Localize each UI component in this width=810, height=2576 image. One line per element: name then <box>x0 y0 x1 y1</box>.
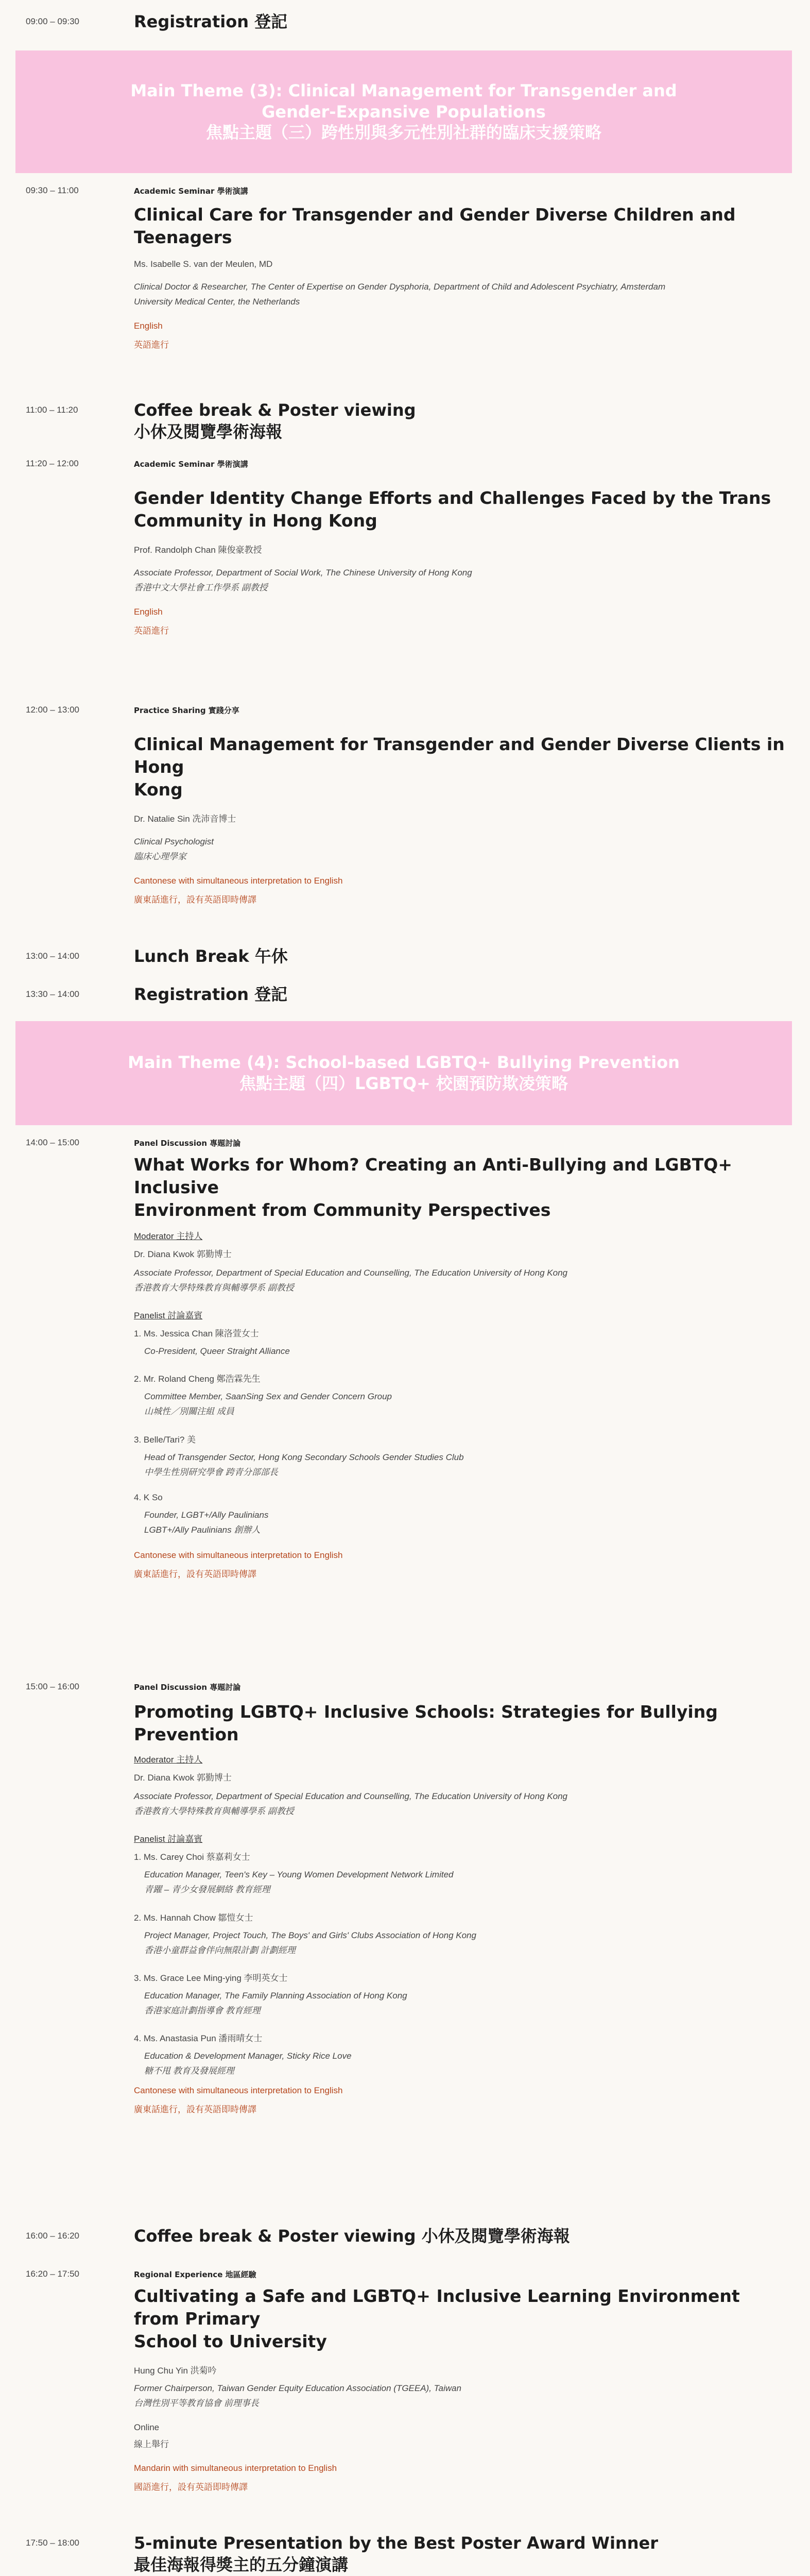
moderator-name: Dr. Diana Kwok 郭勤博士 <box>134 1772 232 1783</box>
panelist-name: 2. Ms. Hannah Chow 鄒愷女士 <box>134 1912 253 1923</box>
speaker-affiliation-chinese: 香港中文大學社會工作學系 副教授 <box>134 582 268 592</box>
moderator-affiliation-chinese: 香港教育大學特殊教育與輔導學系 副教授 <box>134 1282 294 1293</box>
moderator-heading: Moderator 主持人 <box>134 1231 203 1241</box>
session-coffee-break-afternoon <box>0 2226 810 2247</box>
panelist-affiliation: Project Manager, Project Touch, The Boys' and Girls' Clubs Association of Hong Kong <box>144 1930 476 1940</box>
moderator-affiliation: Associate Professor, Department of Special Education and Counselling, The Education University of Hong Kong <box>134 1267 567 1278</box>
session-time: 13:00 – 14:00 <box>26 951 79 961</box>
panelist-affiliation: Head of Transgender Sector, Hong Kong Secondary Schools Gender Studies Club <box>144 1452 464 1462</box>
panelist-affiliation-chinese: 青躍 – 青少女發展網絡 教育經理 <box>144 1885 270 1895</box>
panelist-affiliation-chinese: 中學生性別研究學會 跨青分部部長 <box>144 1467 278 1477</box>
panelist-affiliation: Education & Development Manager, Sticky Rice Love <box>144 2051 352 2061</box>
session-time: 11:20 – 12:00 <box>26 459 79 468</box>
speaker-affiliation-chinese: 台灣性別平等教育協會 前理事長 <box>134 2398 259 2408</box>
session-title-chinese: 最佳海報得獎主的五分鐘演講 <box>134 2554 349 2574</box>
session-title: Registration 登記 <box>134 985 288 1004</box>
session-language-chinese: 國語進行，設有英語即時傳譯 <box>134 2482 248 2492</box>
panelist-affiliation-chinese: LGBT+/Ally Paulinians 創辦人 <box>144 1525 261 1535</box>
session-regional-experience <box>0 2264 810 2499</box>
panelist-name: 2. Mr. Roland Cheng 鄭浩霖先生 <box>134 1374 261 1384</box>
panelist-affiliation-chinese: 糖不甩 教育及發展經理 <box>144 2066 234 2076</box>
session-panel-inclusive-schools <box>0 1676 810 2121</box>
session-category: Panel Discussion 專題討論 <box>134 1139 241 1148</box>
session-title: Environment from Community Perspectives <box>134 1199 551 1220</box>
session-time: 14:00 – 15:00 <box>26 1138 79 1147</box>
session-language-chinese: 英語進行 <box>134 340 169 350</box>
panelist-affiliation: Education Manager, The Family Planning Association of Hong Kong <box>144 1990 407 2001</box>
panelist-name: 4. Ms. Anastasia Pun 潘雨晴女士 <box>134 2033 263 2044</box>
session-clinical-care <box>0 180 810 357</box>
speaker-affiliation-chinese: 臨床心理學家 <box>134 851 186 861</box>
speaker-affiliation: Associate Professor, Department of Social Work, The Chinese University of Hong Kong <box>134 567 472 578</box>
session-category: Academic Seminar 學術演講 <box>134 460 248 469</box>
session-time: 09:00 – 09:30 <box>26 16 79 26</box>
speaker-affiliation: Clinical Psychologist <box>134 836 214 846</box>
moderator-affiliation: Associate Professor, Department of Special Education and Counselling, The Education University of Hong Kong <box>134 1791 567 1801</box>
session-language: Cantonese with simultaneous interpretation to English <box>134 1550 343 1561</box>
session-language: English <box>134 607 163 617</box>
panelist-affiliation: Co-President, Queer Straight Alliance <box>144 1346 290 1356</box>
panelist-item <box>134 1432 789 1479</box>
session-title: Promoting LGBTQ+ Inclusive Schools: Strategies for Bullying Prevention <box>134 1702 718 1744</box>
session-time: 16:00 – 16:20 <box>26 2231 79 2241</box>
session-language: Cantonese with simultaneous interpretation to English <box>134 876 343 886</box>
panelist-name: 1. Ms. Jessica Chan 陳洛萱女士 <box>134 1329 259 1338</box>
session-title: School to University <box>134 2331 327 2351</box>
session-registration-afternoon <box>0 984 810 1006</box>
panelist-affiliation: Committee Member, SaanSing Sex and Gender Concern Group <box>144 1392 392 1402</box>
speaker-name: Ms. Isabelle S. van der Meulen, MD <box>134 259 273 269</box>
session-title: Kong <box>134 779 183 800</box>
session-registration-morning <box>0 11 810 33</box>
panelist-affiliation-chinese: 山城性／別關注組 成員 <box>144 1406 234 1417</box>
panelist-item <box>134 1493 789 1537</box>
moderator-affiliation-chinese: 香港教育大學特殊教育與輔導學系 副教授 <box>134 1806 294 1816</box>
session-category: Practice Sharing 實踐分享 <box>134 706 239 715</box>
panelist-item <box>134 1971 789 2018</box>
session-title: Cultivating a Safe and LGBTQ+ Inclusive Learning Environment from Primary <box>134 2286 740 2329</box>
session-time: 13:30 – 14:00 <box>26 989 79 999</box>
session-title: Community in Hong Kong <box>134 510 377 531</box>
theme-title-line: Gender-Expansive Populations <box>262 101 546 122</box>
speaker-name: Dr. Natalie Sin 冼沛音博士 <box>134 814 236 824</box>
theme-banner-3 <box>15 50 792 173</box>
session-language-chinese: 英語進行 <box>134 626 169 636</box>
session-title: What Works for Whom? Creating an Anti-Bullying and LGBTQ+ Inclusive <box>134 1155 732 1197</box>
session-lunch <box>0 946 810 968</box>
speaker-affiliation: University Medical Center, the Netherlands <box>134 296 300 307</box>
panelist-affiliation: Education Manager, Teen's Key – Young Women Development Network Limited <box>144 1870 454 1880</box>
session-category: Regional Experience 地區經驗 <box>134 2270 256 2279</box>
session-coffee-break-morning <box>0 400 810 443</box>
session-time: 17:50 – 18:00 <box>26 2538 79 2548</box>
session-title: Clinical Care for Transgender and Gender Diverse Children and Teenagers <box>134 205 736 247</box>
panelist-affiliation-chinese: 香港小童群益會伴向無限計劃 計劃經理 <box>144 1945 296 1955</box>
theme-title-line: Main Theme (3): Clinical Management for Transgender and <box>130 80 677 100</box>
session-language: English <box>134 321 163 331</box>
session-title: Gender Identity Change Efforts and Challenges Faced by the Trans <box>134 488 771 508</box>
theme-title-chinese: 焦點主題（四）LGBTQ+ 校園預防欺凌策略 <box>239 1074 568 1093</box>
speaker-affiliation: Former Chairperson, Taiwan Gender Equity Education Association (TGEEA), Taiwan <box>134 2383 461 2393</box>
moderator-heading: Moderator 主持人 <box>134 1754 203 1765</box>
session-language-chinese: 廣東話進行，設有英語即時傳譯 <box>134 1569 256 1580</box>
panelist-name: 3. Ms. Grace Lee Ming-ying 李明英女士 <box>134 1973 288 1983</box>
session-language: Cantonese with simultaneous interpretation to English <box>134 2085 343 2095</box>
theme-banner-4 <box>15 1021 792 1125</box>
session-language: Mandarin with simultaneous interpretation to English <box>134 2463 337 2473</box>
session-language-chinese: 廣東話進行，設有英語即時傳譯 <box>134 2104 256 2114</box>
theme-title-line: Main Theme (4): School-based LGBTQ+ Bullying Prevention <box>128 1053 680 1073</box>
session-title: Coffee break & Poster viewing <box>134 400 416 420</box>
panelist-name: 3. Belle/Tari? 美 <box>134 1434 196 1445</box>
panelist-heading: Panelist 討論嘉賓 <box>134 1834 203 1844</box>
panelist-affiliation: Founder, LGBT+/Ally Paulinians <box>144 1510 269 1520</box>
session-panel-what-works <box>0 1132 810 1586</box>
session-clinical-management <box>0 700 810 911</box>
panelist-item <box>134 1910 789 1957</box>
speaker-name: Hung Chu Yin 洪菊吟 <box>134 2365 217 2376</box>
session-title: Clinical Management for Transgender and Gender Diverse Clients in Hong <box>134 734 785 777</box>
session-title: Coffee break & Poster viewing 小休及閱覽學術海報 <box>134 2226 570 2246</box>
speaker-affiliation: Clinical Doctor & Researcher, The Center of Expertise on Gender Dysphoria, Department of Child and Adolescent Psychiatry, Amsterdam <box>134 281 666 292</box>
moderator-name: Dr. Diana Kwok 郭勤博士 <box>134 1249 232 1259</box>
session-title: Registration 登記 <box>134 12 288 31</box>
session-time: 11:00 – 11:20 <box>26 405 78 415</box>
theme-title-chinese: 焦點主題（三）跨性別與多元性別社群的臨床支援策略 <box>205 123 601 143</box>
session-mode: Online <box>134 2422 160 2432</box>
panelist-item <box>134 2031 789 2078</box>
panelist-affiliation-chinese: 香港家庭計劃指導會 教育經理 <box>144 2006 261 2016</box>
panelist-item <box>134 1850 789 1896</box>
panelist-name: 4. K So <box>134 1492 163 1502</box>
session-title-chinese: 小休及閱覽學術海報 <box>134 421 283 442</box>
session-time: 12:00 – 13:00 <box>26 705 79 715</box>
session-category: Academic Seminar 學術演講 <box>134 187 248 196</box>
session-mode-chinese: 線上舉行 <box>134 2439 169 2449</box>
session-poster-award <box>0 2533 810 2576</box>
panelist-item <box>134 1371 789 1418</box>
panelist-name: 1. Ms. Carey Choi 蔡嘉莉女士 <box>134 1852 250 1862</box>
session-time: 09:30 – 11:00 <box>26 185 79 195</box>
session-gender-identity <box>0 453 810 642</box>
session-category: Panel Discussion 專題討論 <box>134 1683 241 1692</box>
panelist-item <box>134 1326 789 1358</box>
speaker-name: Prof. Randolph Chan 陳俊豪教授 <box>134 545 262 555</box>
session-language-chinese: 廣東話進行，設有英語即時傳譯 <box>134 895 256 905</box>
panelist-heading: Panelist 討論嘉賓 <box>134 1311 203 1320</box>
session-title: Lunch Break 午休 <box>134 946 288 966</box>
session-time: 15:00 – 16:00 <box>26 1682 79 1691</box>
session-title: 5-minute Presentation by the Best Poster Award Winner <box>134 2533 658 2553</box>
session-time: 16:20 – 17:50 <box>26 2269 79 2279</box>
